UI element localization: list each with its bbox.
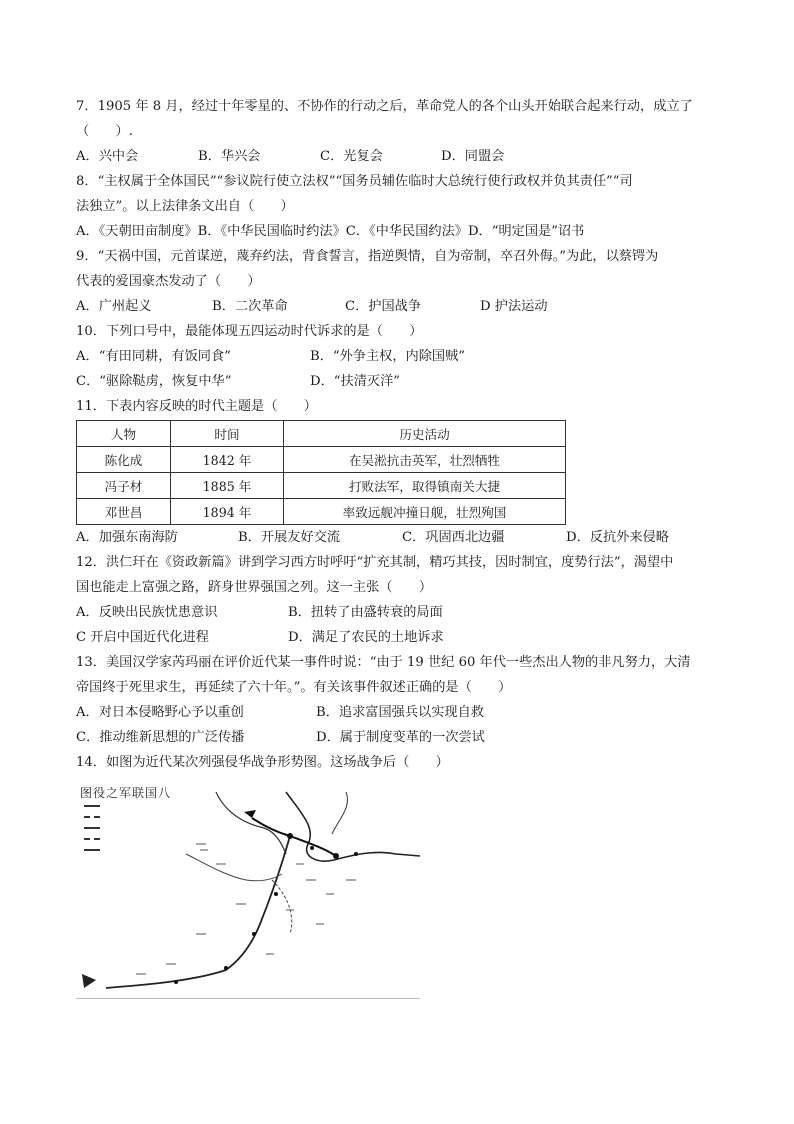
legend-arrow-icon (84, 827, 100, 829)
legend-line-icon (84, 805, 100, 807)
q11-option-c[interactable]: C．巩固西北边疆 (402, 530, 505, 545)
table-cell: 1842 年 (171, 447, 284, 473)
q13-stem-line2: 帝国终于死里求生，再延续了六十年。”。有关该事件叙述正确的是（ ） (76, 680, 512, 695)
legend-row (84, 833, 104, 844)
q10-option-a[interactable]: A．“有田同耕，有饭同食” (76, 349, 231, 364)
q7-option-c[interactable]: C．光复会 (320, 149, 383, 164)
q11-stem: 11．下表内容反映的时代主题是（ ） (76, 399, 317, 414)
table-header-row (77, 421, 566, 447)
legend-row (84, 844, 104, 855)
retreat-arrow-icon (82, 974, 96, 988)
table-cell: 1885 年 (171, 473, 284, 499)
table-cell: 冯子材 (77, 473, 171, 499)
q12-option-a[interactable]: A．反映出民族忧患意识 (76, 605, 218, 620)
q13-option-a[interactable]: A．对日本侵略野心予以重创 (76, 705, 244, 720)
coastline (286, 792, 420, 861)
q9-stem-line2: 代表的爱国豪杰发动了（ ） (76, 274, 261, 289)
invasion-route (252, 818, 336, 856)
table-row (77, 499, 566, 525)
q11-option-b[interactable]: B．开展友好交流 (238, 530, 341, 545)
map-legend (84, 800, 104, 855)
rail-line (106, 836, 290, 988)
q9-option-a[interactable]: A．广州起义 (76, 299, 152, 314)
river (332, 792, 347, 834)
town-marker (310, 846, 314, 850)
town-marker-tianjin (333, 853, 339, 859)
q10-stem: 10．下列口号中，最能体现五四运动时代诉求的是（ ） (76, 324, 423, 339)
route-branch (272, 880, 292, 934)
q12-stem-line1: 12．洪仁玕在《资政新篇》讲到学习西方时呼吁“扩充其制，精巧其技，因时制宜，度势行法”，渴望中 (76, 555, 674, 570)
town-marker (174, 980, 178, 984)
town-marker (354, 852, 358, 856)
map-drawing (76, 784, 420, 998)
q12-option-c[interactable]: C 开启中国近代化进程 (76, 630, 209, 645)
town-marker (274, 892, 278, 896)
q12-option-d[interactable]: D．满足了农民的土地诉求 (288, 630, 444, 645)
q7-stem-line1: 7．1905 年 8 月，经过十年零星的、不协作的行动之后，革命党人的各个山头开始联合起来行动，成立了 (76, 99, 693, 114)
q9-option-c[interactable]: C．护国战争 (345, 299, 422, 314)
table-header: 人物 (77, 421, 171, 447)
table-cell: 1894 年 (171, 499, 284, 525)
legend-dashed-line-icon (84, 838, 100, 840)
place-name-scribbles (136, 844, 356, 974)
q9-option-d[interactable]: D 护法运动 (480, 299, 548, 314)
q11-option-d[interactable]: D．反抗外来侵略 (566, 530, 669, 545)
table-cell: 陈化成 (77, 447, 171, 473)
q10-option-b[interactable]: B．“外争主权，内除国贼” (310, 349, 466, 364)
map-title: 图役之军联国八 (80, 786, 172, 800)
q7-option-b[interactable]: B．华兴会 (198, 149, 261, 164)
table-header: 历史活动 (284, 421, 566, 447)
q12-option-b[interactable]: B．扭转了由盛转衰的局面 (288, 605, 443, 620)
q8-stem-line2: 法独立”。以上法律条文出自（ ） (76, 199, 294, 214)
q11-option-a[interactable]: A．加强东南海防 (76, 530, 178, 545)
q10-option-c[interactable]: C．“驱除鞑虏，恢复中华” (76, 374, 232, 389)
q13-option-b[interactable]: B．追求富国强兵以实现自救 (316, 705, 484, 720)
town-marker-beijing (287, 833, 293, 839)
q10-option-d[interactable]: D．“扶清灭洋” (310, 374, 400, 389)
table-cell: 率致远舰冲撞日舰，壮烈殉国 (284, 499, 566, 525)
q13-stem-line1: 13．美国汉学家芮玛丽在评价近代某一事件时说：“由于 19 世纪 60 年代一些杰出人物的非凡努力，大清 (76, 655, 691, 670)
q13-option-d[interactable]: D．属于制度变革的一次尝试 (316, 730, 485, 745)
q14-stem: 14．如图为近代某次列强侵华战争形势图。这场战争后（ ） (76, 755, 449, 770)
table-cell: 在吴淞抗击英军，壮烈牺牲 (284, 447, 566, 473)
q8-options[interactable]: A．《天朝田亩制度》B．《中华民国临时约法》C．《中华民国约法》D．“明定国是”诏书 (76, 224, 585, 239)
war-situation-map (76, 784, 420, 999)
legend-row (84, 811, 104, 822)
legend-line-icon (84, 849, 100, 851)
table-row (77, 473, 566, 499)
q9-option-b[interactable]: B．二次革命 (212, 299, 288, 314)
q11-history-table (76, 420, 566, 525)
mountain-ridge (216, 792, 286, 854)
q7-option-a[interactable]: A．兴中会 (76, 149, 139, 164)
town-marker (224, 966, 228, 970)
q13-option-c[interactable]: C．推动维新思想的广泛传播 (76, 730, 245, 745)
legend-dashed-line-icon (84, 816, 100, 818)
q7-option-d[interactable]: D．同盟会 (441, 149, 505, 164)
q8-stem-line1: 8．“主权属于全体国民”“参议院行使立法权”“国务员辅佐临时大总统行使行政权并负其责任”“司 (76, 174, 633, 189)
town-marker (252, 932, 256, 936)
q7-stem-line2: （ ）. (76, 124, 133, 139)
table-row (77, 447, 566, 473)
table-cell: 邓世昌 (77, 499, 171, 525)
q12-stem-line2: 国也能走上富强之路，跻身世界强国之列。这一主张（ ） (76, 580, 433, 595)
table-cell: 打败法军，取得镇南关大捷 (284, 473, 566, 499)
road-line (186, 854, 282, 881)
q9-stem-line1: 9．“天祸中国，元首谋逆，蔑弃约法，背食誓言，指逆舆情，自为帝制，卒召外侮。”为此，以蔡锷为 (76, 249, 659, 264)
route-arrow-icon (244, 810, 256, 818)
legend-row (84, 822, 104, 833)
table-header: 时间 (171, 421, 284, 447)
legend-row (84, 800, 104, 811)
